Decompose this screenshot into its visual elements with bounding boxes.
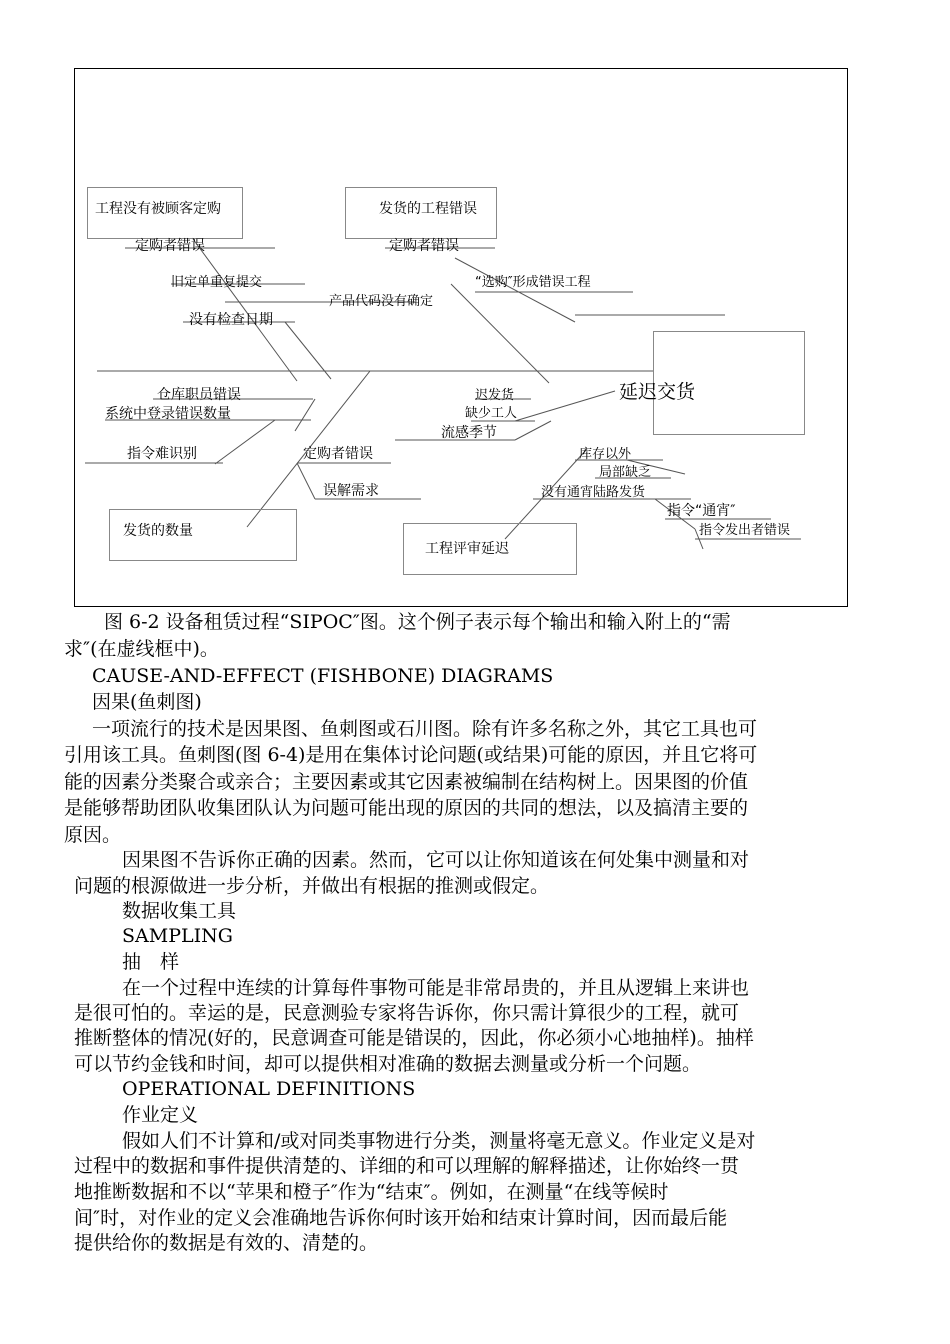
box-review-delay-label: 工程评审延迟 bbox=[425, 541, 509, 557]
label-orderer-error-1: 定购者错误 bbox=[135, 238, 205, 254]
para2-line-2: 问题的根源做进一步分析，并做出有根据的推测或假定。 bbox=[74, 875, 550, 897]
label-lack-workers: 缺少工人 bbox=[465, 406, 518, 421]
para1-line-1: 一项流行的技术是因果图、鱼刺图或石川图。除有许多名称之外，其它工具也可 bbox=[92, 718, 758, 740]
label-system-qty-error: 系统中登录错误数量 bbox=[105, 406, 231, 422]
para4-line-5: 提供给你的数据是有效的、清楚的。 bbox=[74, 1232, 379, 1254]
label-flu-season: 流感季节 bbox=[441, 425, 497, 441]
para4-line-4: 间″时，对作业的定义会准确地告诉你何时该开始和结束计算时间，因而最后能 bbox=[74, 1207, 728, 1229]
para3-line-1: 在一个过程中连续的计算每件事物可能是非常昂贵的，并且从逻辑上来讲也 bbox=[122, 977, 750, 999]
heading-opdef-cn: 作业定义 bbox=[122, 1104, 199, 1126]
label-late-ship: 迟发货 bbox=[475, 388, 515, 403]
para3-line-3: 推断整体的情况(好的，民意调查可能是错误的，因此，你必须小心地抽样)。抽样 bbox=[74, 1027, 754, 1049]
heading-opdef-en: OPERATIONAL DEFINITIONS bbox=[122, 1078, 416, 1100]
label-misunderstand: 误解需求 bbox=[323, 483, 379, 499]
heading-sampling-cn: 抽 样 bbox=[122, 951, 180, 973]
caption-line-1: 图 6-2 设备租赁过程“SIPOC″图。这个例子表示每个输出和输入附上的“需 bbox=[104, 611, 731, 633]
label-local-shortage: 局部缺乏 bbox=[599, 465, 652, 480]
label-instruction-sender-error: 指令发出者错误 bbox=[699, 523, 791, 538]
heading-fishbone-cn: 因果(鱼刺图) bbox=[92, 691, 202, 713]
label-orderer-error-3: 定购者错误 bbox=[303, 446, 373, 462]
para4-line-1: 假如人们不计算和/或对同类事物进行分类，测量将毫无意义。作业定义是对 bbox=[122, 1130, 756, 1152]
para4-line-2: 过程中的数据和事件提供清楚的、详细的和可以理解的解释描述，让你始终一贯 bbox=[74, 1155, 740, 1177]
para1-line-3: 能的因素分类聚合或亲合；主要因素或其它因素被编制在结构树上。因果图的价值 bbox=[64, 771, 749, 793]
label-old-order-resubmit: 旧定单重复提交 bbox=[171, 275, 263, 290]
label-product-code: 产品代码没有确定 bbox=[329, 294, 434, 309]
heading-data-tools: 数据收集工具 bbox=[122, 900, 237, 922]
heading-fishbone-en: CAUSE-AND-EFFECT (FISHBONE) DIAGRAMS bbox=[92, 665, 554, 687]
label-select-wrong: “选购″形成错误工程 bbox=[475, 275, 591, 290]
label-no-overnight-land: 没有通宵陆路发货 bbox=[541, 485, 646, 500]
para3-line-4: 可以节约金钱和时间，却可以提供相对准确的数据去测量或分析一个问题。 bbox=[74, 1053, 702, 1075]
caption-line-2: 求″(在虚线框中)。 bbox=[64, 638, 219, 660]
fishbone-diagram bbox=[74, 68, 848, 607]
box-not-ordered-label: 工程没有被顾客定购 bbox=[95, 201, 221, 217]
para1-line-2: 引用该工具。鱼刺图(图 6-4)是用在集体讨论问题(或结果)可能的原因，并且它将可 bbox=[64, 744, 758, 766]
para2-line-1: 因果图不告诉你正确的因素。然而，它可以让你知道该在何处集中测量和对 bbox=[122, 849, 750, 871]
label-warehouse-error: 仓库职员错误 bbox=[157, 387, 241, 403]
box-ship-qty-label: 发货的数量 bbox=[123, 523, 193, 539]
box-delay-label: 延迟交货 bbox=[619, 381, 696, 403]
label-instruction-overnight: 指令“通宵″ bbox=[667, 503, 736, 519]
para1-line-4: 是能够帮助团队收集团队认为问题可能出现的原因的共同的想法，以及搞清主要的 bbox=[64, 797, 749, 819]
para3-line-2: 是很可怕的。幸运的是，民意测验专家将告诉你，你只需计算很少的工程，就可 bbox=[74, 1002, 740, 1024]
para4-line-3: 地推断数据和不以“苹果和橙子″作为“结束″。例如，在测量“在线等候时 bbox=[74, 1181, 669, 1203]
heading-sampling-en: SAMPLING bbox=[122, 925, 233, 947]
box-wrong-shipped-label: 发货的工程错误 bbox=[379, 201, 477, 217]
label-hard-to-read: 指令难识别 bbox=[127, 446, 197, 462]
para1-line-5: 原因。 bbox=[64, 824, 122, 846]
label-orderer-error-2: 定购者错误 bbox=[389, 238, 459, 254]
label-out-of-stock: 库存以外 bbox=[579, 447, 632, 462]
label-no-check-date: 没有检查日期 bbox=[189, 312, 273, 328]
